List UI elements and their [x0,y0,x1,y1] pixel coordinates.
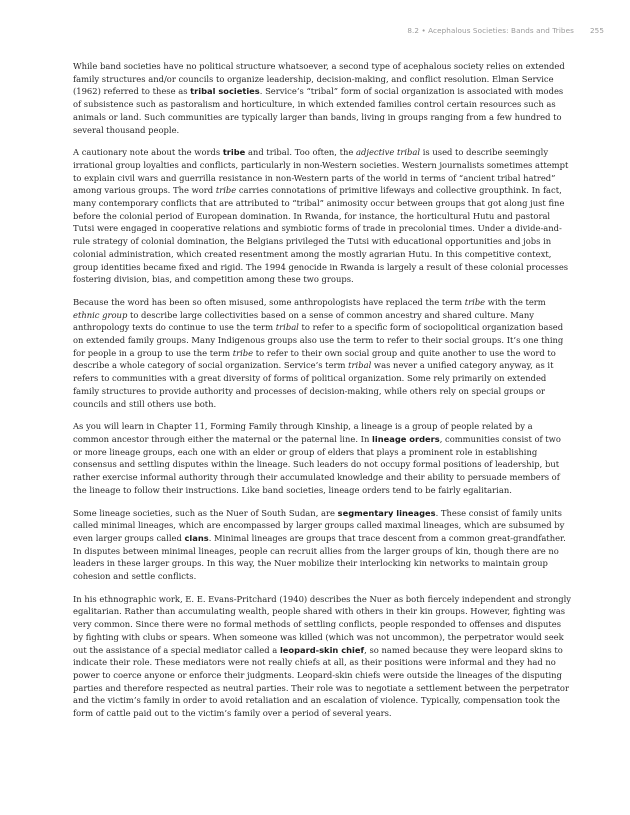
text-run: to refer to their own social group and quite another to use the word to describe a whole category of social organization. Service’s term [73,347,556,371]
body-text [73,60,571,720]
text-run: As you will learn in Chapter 11, Forming Family through Kinship, a lineage is a group of people related by a common ancestor through either the maternal or the paternal line. In [73,421,533,444]
paragraph-cautionary-note [73,146,571,286]
text-run: was never a unified category anyway, as it refers to communities with a great diversity of forms of political organization. Some rely primarily on extended family structures to provide authority and processes of decision-making, while others rely on special groups or councils and still others use both. [73,360,554,409]
emphasis-ethnic-group: ethnic group [73,309,128,320]
key-term-clans: clans [184,532,209,543]
text-run: While band societies have no political structure whatsoever, a second type of acephalous society relies on extended family structures and/or councils to organize leadership, decision-making, and conflict resolution. Elman Service (1962) referred to these as [73,61,565,97]
paragraph-ethnic-group [73,296,571,410]
text-run: A cautionary note about the words [73,147,223,158]
text-run: . Minimal lineages are groups that trace descent from a common great-grandfather. In disputes between minimal lineages, people can recruit allies from the larger groups of kin, though there are no leaders in these larger groups. In this way, the Nuer mobilize their interlocking kin networks to maintain group cohesion and settle conflicts. [73,532,566,582]
text-run: is used to describe seemingly irrational group loyalties and conflicts, particularly in non-Western societies. Western journalists sometimes attempt to explain civil wars and guerrilla resistance in non-Western parts of the world in terms of “ancient tribal hatred” among various groups. The word [73,147,569,196]
key-term-tribe: tribe [222,147,246,158]
text-run: Because the word has been so often misused, some anthropologists have replaced the term [73,296,465,307]
section-title: 8.2 • Acephalous Societies: Bands and Tribes [407,26,574,35]
key-term-segmentary-lineages: segmentary lineages [337,507,436,518]
key-term-lineage-orders: lineage orders [372,433,440,444]
paragraph-tribal-societies [73,60,571,136]
text-run: to refer to a specific form of sociopolitical organization based on extended family groups. Many Indigenous groups also use the term to refer to their social groups. It’s one thing for people in a group to use the term [73,322,564,358]
text-run: with the term [485,296,546,307]
text-run: , so named because they were leopard skins to indicate their role. These mediators were not really chiefs at all, as their positions were informal and they had no power to coerce anyone or enforce their judgments. Leopard-skin chiefs were outside the lineages of the disputing parties and therefore respected as neutral parties. Their role was to negotiate a settlement between the perpetrator and the victim’s family in order to avoid retaliation and an escalation of violence. Typically, compensation took the form of cattle paid out to the victim’s family over a period of several years. [73,644,569,719]
text-run: carries connotations of primitive lifeways and collective groupthink. In fact, many contemporary conflicts that are attributed to “tribal” animosity occur between groups that got along just fine before the colonial period of European domination. In Rwanda, for instance, the horticultural Hutu and pastoral Tutsi were engaged in cooperative relations and symbiotic forms of trade in precolonial times. Under a divide-and-rule strategy of colonial domination, the Belgians privileged the Tutsi with educational opportunities and jobs in colonial administration, which created resentment among the mostly agrarian Hutu. In this competitive context, group identities became fixed and rigid. The 1994 genocide in Rwanda is largely a result of these colonial processes fostering division, bias, and competition among these two groups. [73,185,569,285]
key-term-leopard-skin-chief: leopard-skin chief [279,644,365,655]
text-run: to describe large collectivities based on a sense of common ancestry and shared culture. Many anthropology texts do continue to use the term [73,309,534,333]
emphasis-adjective-tribal: adjective tribal [356,147,421,158]
emphasis-tribe: tribe [232,347,254,358]
page-number: 255 [589,26,604,35]
text-run: and tribal. Too often, the [245,147,356,158]
text-run: , communities consist of two or more lineage groups, each one with an elder or group of elders that plays a prominent role in establishing consensus and settling disputes within the lineage. Such leaders do not occupy formal positions of leadership, but rather exercise informal authority through their accumulated knowledge and their ability to persuade members of the lineage to follow their instructions. Like band societies, lineage orders tend to be fairly egalitarian. [73,433,561,495]
emphasis-tribe: tribe [215,185,237,196]
text-run: In his ethnographic work, E. E. Evans-Pritchard (1940) describes the Nuer as both fiercely independent and strongly egalitarian. Rather than accumulating wealth, people shared with others in their kin groups. However, fighting was very common. Since there were no formal methods of settling conflicts, people responded to offenses and disputes by fighting with clubs or spears. When someone was killed (which was not uncommon), the perpetrator would seek out the assistance of a special mediator called a [73,593,571,655]
key-term-tribal-societies: tribal societies [190,86,260,97]
emphasis-tribe: tribe [464,296,486,307]
text-run: . Service’s “tribal” form of social organization is associated with modes of subsistence such as pastoralism and horticulture, in which extended families control certain resources such as animals or land. Such communities are typically larger than bands, living in groups ranging from a few hundred to several thousand people. [73,86,564,135]
paragraph-segmentary-lineages [73,507,571,583]
paragraph-lineage-orders [73,420,571,496]
running-header [407,26,604,35]
emphasis-tribal: tribal [348,360,372,371]
text-run: . These consist of family units called minimal lineages, which are encompassed by larger groups called maximal lineages, which are subsumed by even larger groups called [73,507,565,543]
emphasis-tribal: tribal [275,322,299,333]
paragraph-leopard-skin-chief [73,593,571,720]
text-run: Some lineage societies, such as the Nuer of South Sudan, are [73,507,338,518]
